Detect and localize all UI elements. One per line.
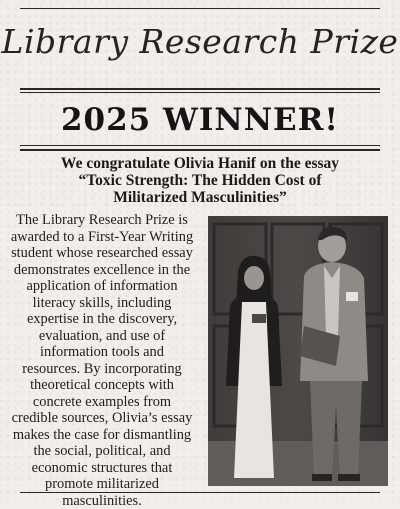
title-rule-lower xyxy=(20,92,380,93)
prize-description: The Library Research Prize is awarded to a First-Year Writing student whose researched essay demonstrates excellence in the application of information literacy skills, including expertise in the discovery, evaluation, and use of information tools and resources. By incorporating theoretical concepts with concrete examples from credible sources, Olivia’s essay makes the case for dismantling the social, political, and economic structures that promote militarized masculinities. xyxy=(10,212,194,509)
bottom-rule xyxy=(20,492,380,493)
announcement-line-2: “Toxic Strength: The Hidden Cost of xyxy=(78,172,322,189)
banner-rule-lower xyxy=(20,149,380,151)
winner-banner: 2025 WINNER! xyxy=(60,102,340,138)
title-rule-upper xyxy=(20,88,380,90)
winner-photo xyxy=(208,216,388,486)
announcement-line-3: Militarized Masculinities” xyxy=(113,189,287,206)
announcement-line-1: We congratulate Olivia Hanif on the essay xyxy=(60,155,340,172)
announcement xyxy=(20,155,380,206)
photo-illustration xyxy=(208,216,388,486)
banner-rule-upper xyxy=(20,145,380,146)
prize-title: Library Research Prize xyxy=(1,22,399,61)
top-rule xyxy=(20,8,380,9)
